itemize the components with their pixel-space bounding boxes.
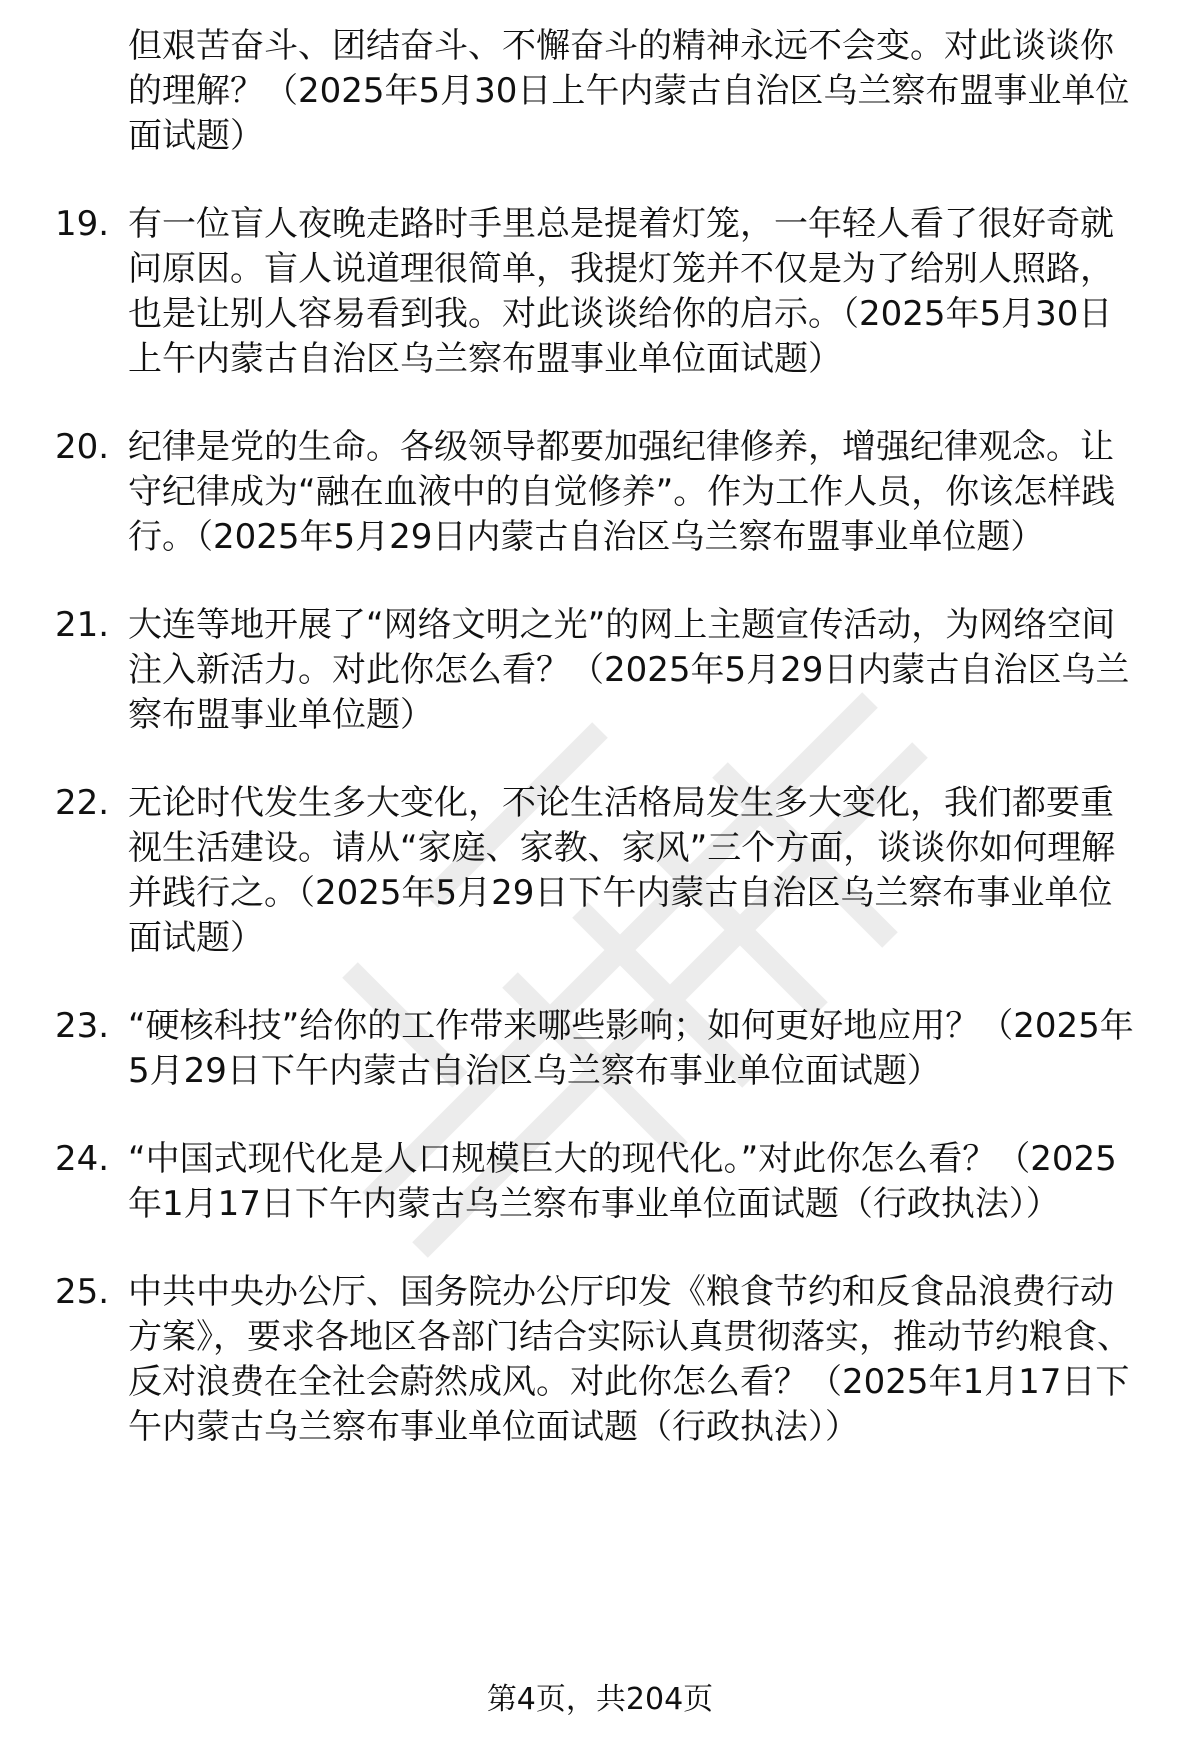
question-text: “硬核科技”给你的工作带来哪些影响；如何更好地应用？（2025年5月29日下午内蒙古自治区乌兰察布事业单位面试题） [128, 1006, 1134, 1091]
question-number: 25. [55, 1272, 110, 1312]
list-item [0, 425, 1200, 560]
list-item [0, 1137, 1200, 1227]
list-item [0, 202, 1200, 382]
list-item [0, 603, 1200, 738]
question-text: 无论时代发生多大变化，不论生活格局发生多大变化，我们都要重视生活建设。请从“家庭、家教、家风”三个方面，谈谈你如何理解并践行之。（2025年5月29日下午内蒙古自治区乌兰察布事业单位面试题） [128, 783, 1116, 958]
list-item [0, 24, 1200, 159]
question-number: 21. [55, 605, 110, 645]
page-footer [0, 1680, 1200, 1720]
list-item [0, 781, 1200, 961]
question-number: 23. [55, 1006, 110, 1046]
question-text: 中共中央办公厅、国务院办公厅印发《粮食节约和反食品浪费行动方案》，要求各地区各部门结合实际认真贯彻落实，推动节约粮食、反对浪费在全社会蔚然成风。对此你怎么看？（2025年1月17日下午内蒙古乌兰察布事业单位面试题（行政执法）） [128, 1272, 1131, 1447]
question-text: 大连等地开展了“网络文明之光”的网上主题宣传活动，为网络空间注入新活力。对此你怎么看？（2025年5月29日内蒙古自治区乌兰察布盟事业单位题） [128, 605, 1130, 735]
question-number: 19. [55, 204, 110, 244]
question-text: 但艰苦奋斗、团结奋斗、不懈奋斗的精神永远不会变。对此谈谈你的理解？（2025年5月30日上午内蒙古自治区乌兰察布盟事业单位面试题） [128, 26, 1130, 156]
page-number-label: 第4页，共204页 [486, 1682, 714, 1717]
question-number: 24. [55, 1139, 110, 1179]
question-number: 20. [55, 427, 110, 467]
question-text: “中国式现代化是人口规模巨大的现代化。”对此你怎么看？（2025年1月17日下午内蒙古乌兰察布事业单位面试题（行政执法）） [128, 1139, 1117, 1224]
question-number: 22. [55, 783, 110, 823]
question-list [0, 24, 1200, 1493]
list-item [0, 1270, 1200, 1450]
list-item [0, 1004, 1200, 1094]
question-text: 纪律是党的生命。各级领导都要加强纪律修养，增强纪律观念。让守纪律成为“融在血液中的自觉修养”。作为工作人员，你该怎样践行。（2025年5月29日内蒙古自治区乌兰察布盟事业单位题） [128, 427, 1116, 557]
question-text: 有一位盲人夜晚走路时手里总是提着灯笼，一年轻人看了很好奇就问原因。盲人说道理很简单，我提灯笼并不仅是为了给别人照路，也是让别人容易看到我。对此谈谈给你的启示。（2025年5月30日上午内蒙古自治区乌兰察布盟事业单位面试题） [128, 204, 1114, 379]
